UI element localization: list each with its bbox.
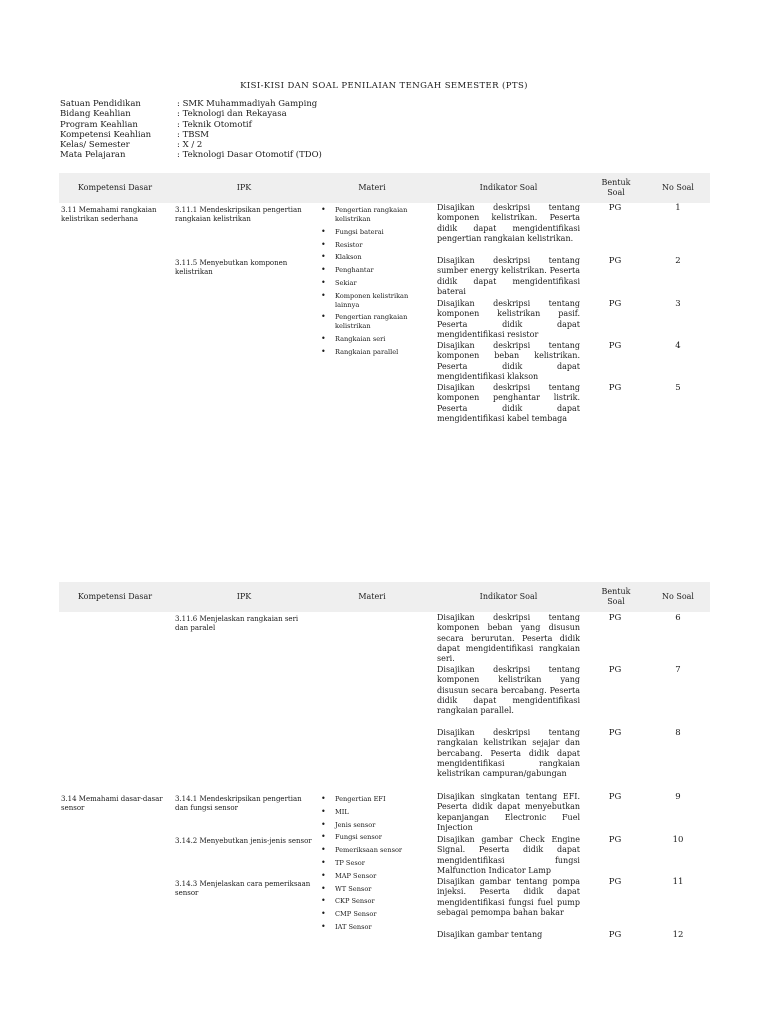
no-soal-cell: 11	[672, 877, 684, 887]
no-soal-cell: 7	[675, 665, 681, 675]
info-block	[60, 99, 322, 161]
header-materi: Materi	[358, 183, 386, 192]
ipk-cell: 3.14.2 Menyebutkan jenis-jenis sensor	[175, 837, 312, 845]
materi-item: • MAP Sensor	[320, 872, 426, 881]
ipk-cell: 3.14.3 Menjelaskan cara pemeriksaan sensor	[175, 880, 311, 897]
materi-item: • TP Sesor	[320, 859, 426, 868]
materi-item: • CMP Sensor	[320, 910, 426, 919]
bentuk-soal-cell: PG	[608, 256, 622, 266]
info-row	[60, 140, 322, 150]
no-soal-cell: 2	[675, 256, 681, 266]
no-soal-cell: 1	[675, 203, 681, 213]
info-row	[60, 120, 322, 130]
bentuk-soal-cell: PG	[608, 728, 622, 738]
materi-item: • Pengertian EFI	[320, 795, 426, 804]
info-row	[60, 130, 322, 140]
indikator-cell: Disajikan deskripsi tentang komponen kelistrikan. Peserta didik dapat mengidentifikasi pengertian rangkaian kelistrikan.	[437, 203, 580, 243]
header-bentuk-soal: Bentuk Soal	[601, 587, 631, 606]
materi-item: • Sekiar	[320, 279, 426, 288]
info-row	[60, 150, 322, 160]
materi-list	[320, 206, 426, 361]
ipk-cell: 3.11.5 Menyebutkan komponen kelistrikan	[175, 259, 288, 276]
indikator-cell: Disajikan singkatan tentang EFI. Peserta didik dapat menyebutkan kepanjangan Electronic Fuel Injection	[437, 792, 580, 832]
no-soal-cell: 6	[675, 613, 681, 623]
info-value: : Teknologi dan Rekayasa	[177, 109, 287, 120]
header-kompetensi-dasar: Kompetensi Dasar	[77, 183, 153, 192]
ipk-cell: 3.11.6 Menjelaskan rangkaian seri dan paralel	[175, 615, 299, 632]
bentuk-soal-cell: PG	[608, 383, 622, 393]
indikator-cell: Disajikan deskripsi tentang sumber energy kelistrikan. Peserta didik dapat mengidentifikasi baterai	[437, 256, 580, 296]
table-header	[59, 173, 710, 203]
no-soal-cell: 4	[675, 341, 681, 351]
indikator-cell: Disajikan deskripsi tentang komponen beban kelistrikan. Peserta didik dapat mengidentifikasi klakson	[437, 341, 580, 381]
info-label: Mata Pelajaran	[60, 150, 126, 161]
info-value: : X / 2	[177, 140, 203, 151]
materi-item: • Fungsi sensor	[320, 833, 426, 842]
bentuk-soal-cell: PG	[608, 792, 622, 802]
indikator-cell: Disajikan deskripsi tentang komponen penghantar listrik. Peserta didik dapat mengidentifikasi kabel tembaga	[437, 383, 580, 423]
materi-item: • Rangkaian seri	[320, 335, 426, 344]
info-label: Satuan Pendidikan	[60, 99, 141, 109]
bentuk-soal-cell: PG	[608, 930, 622, 940]
bentuk-soal-cell: PG	[608, 835, 622, 845]
materi-item: • Pemeriksaan sensor	[320, 846, 426, 855]
indikator-cell: Disajikan deskripsi tentang komponen kelistrikan pasif. Peserta didik dapat mengidentifikasi resistor	[437, 299, 580, 339]
header-indikator-soal: Indikator Soal	[479, 183, 538, 192]
materi-item: • Penghantar	[320, 266, 426, 275]
header-no-soal: No Soal	[662, 183, 694, 192]
info-label: Program Keahlian	[60, 119, 138, 130]
materi-item: • Rangkaian parallel	[320, 348, 426, 357]
indikator-cell: Disajikan deskripsi tentang komponen beban yang disusun secara berurutan. Peserta didik dapat mengidentifikasi rangkaian seri.	[437, 613, 580, 664]
bentuk-soal-cell: PG	[608, 203, 622, 213]
materi-item: • Pengertian rangkaian kelistrikan	[320, 313, 426, 331]
indikator-cell: Disajikan deskripsi tentang rangkaian kelistrikan sejajar dan bercabang. Peserta didik dapat mengidentifikasi rangkaian kelistrikan campuran/gabungan	[437, 728, 580, 779]
materi-item: • IAT Sensor	[320, 923, 426, 932]
materi-item: • MIL	[320, 808, 426, 817]
bentuk-soal-cell: PG	[608, 299, 622, 309]
materi-item: • CKP Sensor	[320, 897, 426, 906]
materi-list	[320, 795, 426, 936]
bentuk-soal-cell: PG	[608, 877, 622, 887]
header-indikator-soal: Indikator Soal	[479, 592, 538, 601]
kd-cell: 3.14 Memahami dasar-dasar sensor	[61, 795, 163, 812]
materi-item: • Komponen kelistrikan lainnya	[320, 292, 426, 310]
bentuk-soal-cell: PG	[608, 341, 622, 351]
table-header	[59, 582, 710, 612]
materi-item: • Klakson	[320, 253, 426, 262]
materi-item: • Fungsi baterai	[320, 228, 426, 237]
indikator-cell: Disajikan gambar tentang	[437, 930, 543, 939]
materi-item: • Jenis sensor	[320, 821, 426, 830]
info-value: : SMK Muhammadiyah Gamping	[177, 99, 318, 109]
ipk-cell: 3.14.1 Mendeskripsikan pengertian dan fungsi sensor	[175, 795, 302, 812]
materi-item: • Resistor	[320, 241, 426, 250]
bentuk-soal-cell: PG	[608, 613, 622, 623]
document-title: KISI-KISI DAN SOAL PENILAIAN TENGAH SEMESTER (PTS)	[240, 81, 528, 91]
no-soal-cell: 9	[675, 792, 681, 802]
no-soal-cell: 12	[672, 930, 684, 940]
header-bentuk-soal: Bentuk Soal	[601, 178, 631, 197]
kd-cell: 3.11 Memahami rangkaian kelistrikan sederhana	[61, 206, 157, 223]
info-value: : Teknologi Dasar Otomotif (TDO)	[177, 150, 322, 161]
no-soal-cell: 5	[675, 383, 681, 393]
info-row	[60, 109, 322, 119]
no-soal-cell: 3	[675, 299, 681, 309]
info-value: : Teknik Otomotif	[177, 119, 252, 130]
indikator-cell: Disajikan gambar tentang pompa injeksi. Peserta didik dapat mengidentifikasi fungsi fuel pump sebagai pemompa bahan bakar	[437, 877, 580, 917]
materi-item: • Pengertian rangkaian kelistrikan	[320, 206, 426, 224]
indikator-cell: Disajikan deskripsi tentang komponen kelistrikan yang disusun secara bercabang. Peserta didik dapat mengidentifikasi rangkaian parallel.	[437, 665, 580, 716]
header-materi: Materi	[358, 592, 386, 601]
header-no-soal: No Soal	[662, 592, 694, 601]
no-soal-cell: 10	[672, 835, 684, 845]
info-value: : TBSM	[177, 129, 210, 140]
info-label: Kelas/ Semester	[60, 140, 130, 151]
bentuk-soal-cell: PG	[608, 665, 622, 675]
header-ipk: IPK	[236, 183, 252, 192]
info-label: Bidang Keahlian	[60, 109, 131, 120]
indikator-cell: Disajikan gambar Check Engine Signal. Peserta didik dapat mengidentifikasi fungsi Malfunction Indicator Lamp	[437, 835, 580, 875]
header-ipk: IPK	[236, 592, 252, 601]
materi-item: • WT Sensor	[320, 885, 426, 894]
no-soal-cell: 8	[675, 728, 681, 738]
info-row	[60, 99, 322, 109]
info-label: Kompetensi Keahlian	[60, 129, 152, 140]
header-kompetensi-dasar: Kompetensi Dasar	[77, 592, 153, 601]
ipk-cell: 3.11.1 Mendeskripsikan pengertian rangkaian kelistrikan	[175, 206, 302, 223]
